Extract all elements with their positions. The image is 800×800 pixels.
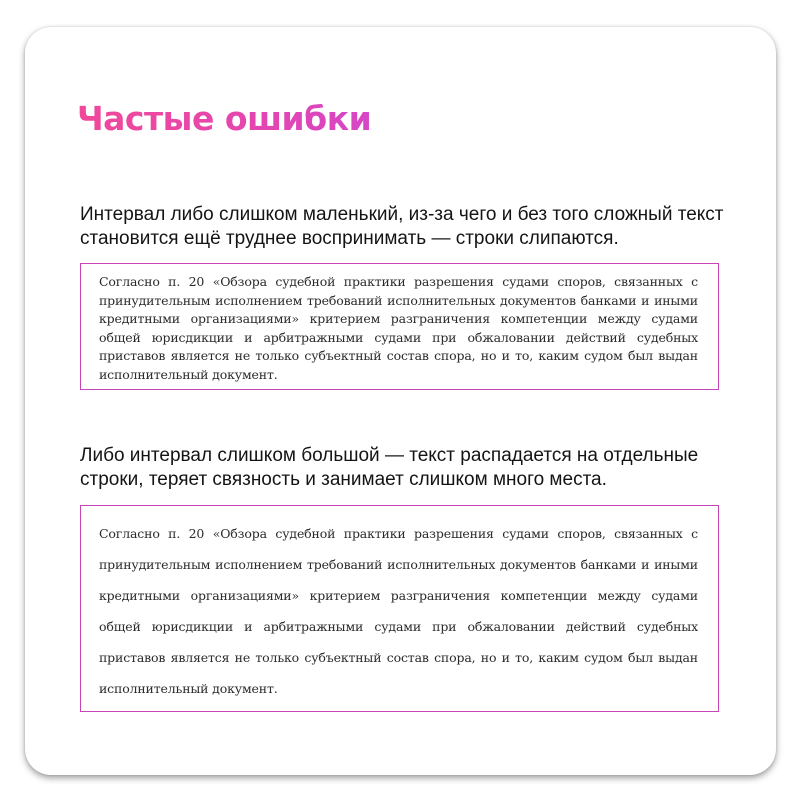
sample-box-loose-spacing	[80, 505, 719, 712]
sample-text-loose: Согласно п. 20 «Обзора судебной практики разрешения судами споров, связанных с принудительным исполнением требований исполнительных документов банками и иными кредитными организациями» критерием разграничения компетенции между судами общей юрисдикции и арбитражными судами при обжаловании действий судебных приставов является не только субъектный состав спора, но и то, каким судом был выдан исполнительный документ.	[99, 526, 698, 696]
page-title: Частые ошибки	[77, 96, 371, 142]
sample-text-tight: Согласно п. 20 «Обзора судебной практики разрешения судами споров, связанных с принудительным исполнением требований исполнительных документов банками и иными кредитными организациями» критерием разграничения компетенции между судами общей юрисдикции и арбитражными судами при обжаловании действий судебных приставов является не только субъектный состав спора, но и то, каким судом был выдан исполнительный документ.	[99, 274, 698, 382]
intro-small-spacing: Интервал либо слишком маленький, из-за чего и без того сложный текст становится ещё труднее воспринимать — строки слипаются.	[80, 204, 724, 249]
intro-large-spacing: Либо интервал слишком большой — текст распадается на отдельные строки, теряет связность и занимает слишком много места.	[80, 445, 699, 490]
sample-box-tight-spacing	[80, 263, 719, 390]
